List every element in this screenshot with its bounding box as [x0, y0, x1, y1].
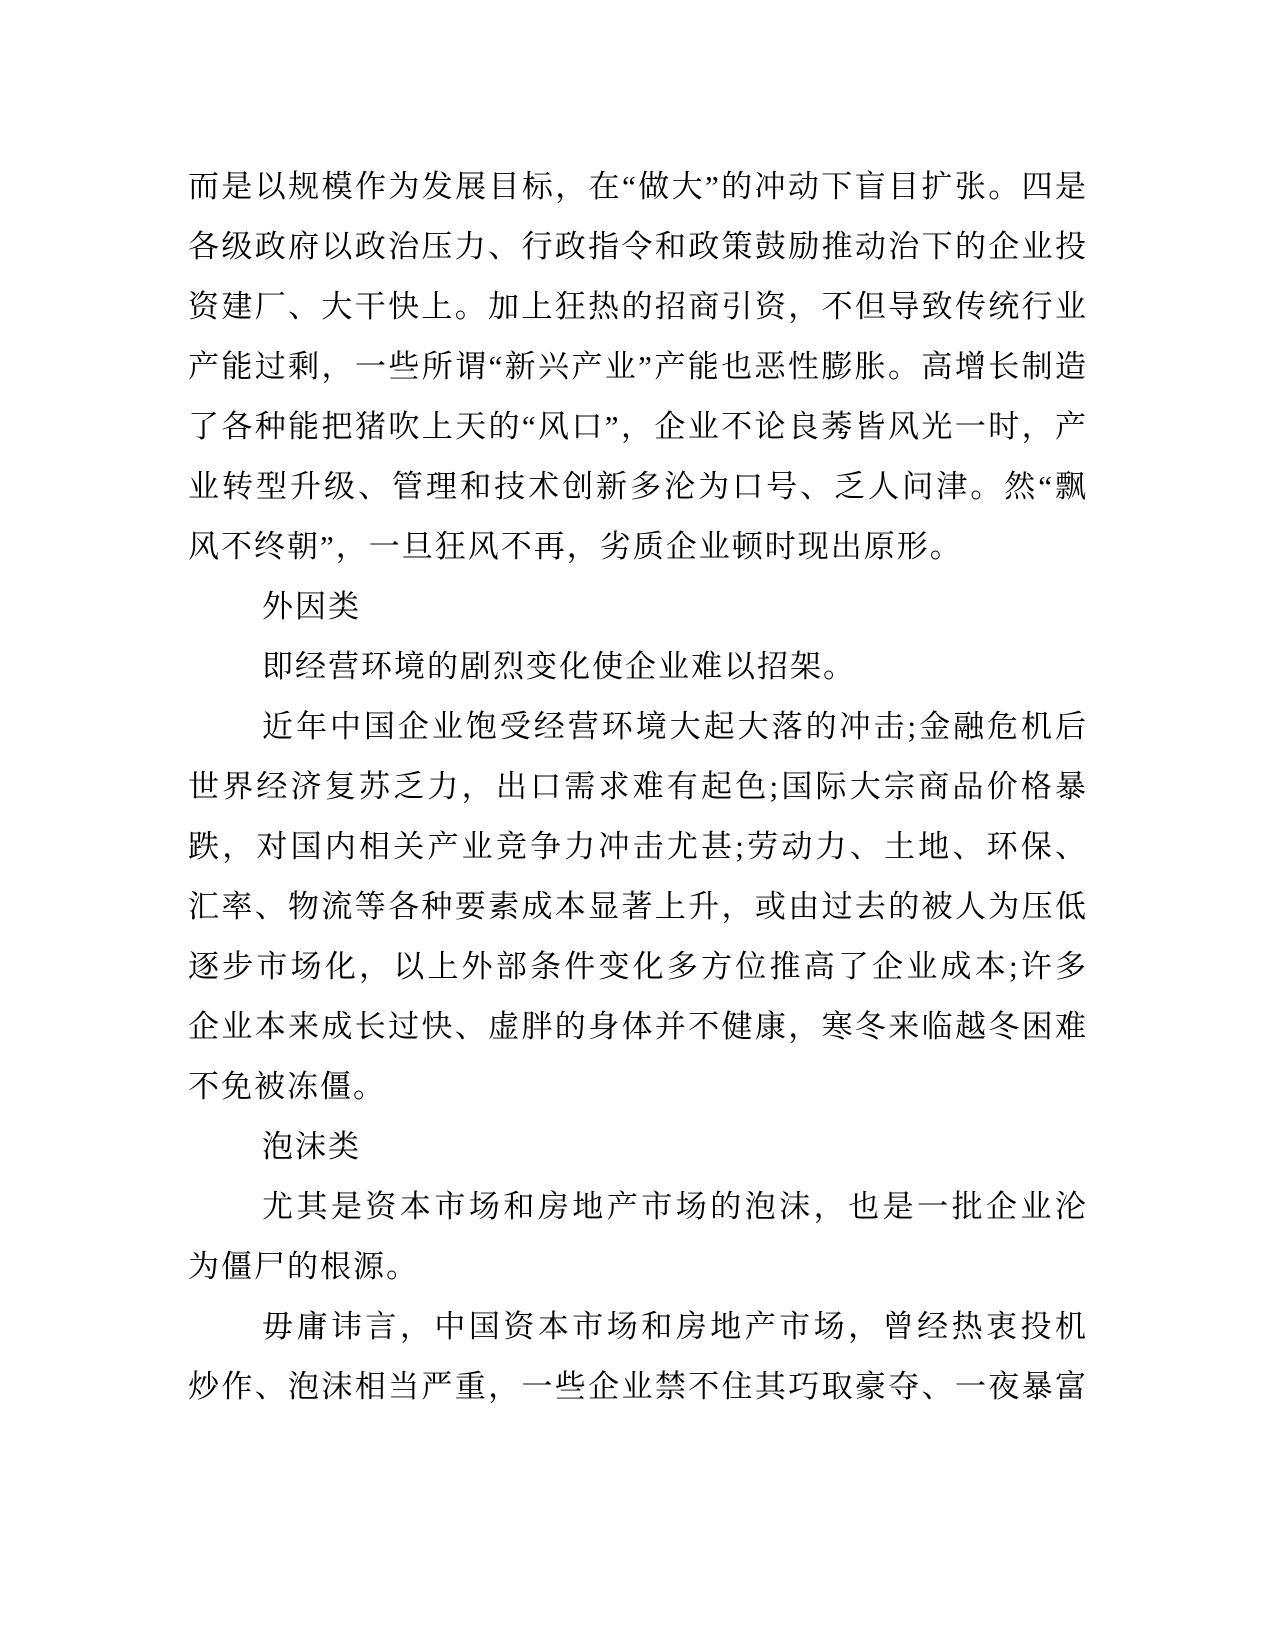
text-block: [188, 157, 1086, 1417]
text-line: 不免被冻僵。: [188, 1069, 386, 1104]
text-line: 即经营环境的剧烈变化使企业难以招架。: [262, 649, 856, 684]
text-line: 产能过剩，一些所谓“新兴产业”产能也恶性膨胀。高增长制造: [188, 349, 1086, 384]
text-line: 逐步市场化，以上外部条件变化多方位推高了企业成本;许多: [188, 949, 1086, 984]
text-line: 企业本来成长过快、虚胖的身体并不健康，寒冬来临越冬困难: [188, 1009, 1086, 1044]
text-line: 资建厂、大干快上。加上狂热的招商引资，不但导致传统行业: [188, 289, 1086, 324]
text-line: 为僵尸的根源。: [188, 1249, 419, 1284]
text-line: 炒作、泡沫相当严重，一些企业禁不住其巧取豪夺、一夜暴富: [188, 1369, 1086, 1404]
text-line: 泡沫类: [262, 1129, 361, 1164]
text-line: 各级政府以政治压力、行政指令和政策鼓励推动治下的企业投: [188, 229, 1086, 264]
text-line: 业转型升级、管理和技术创新多沦为口号、乏人问津。然“飘: [188, 469, 1086, 504]
text-line: 尤其是资本市场和房地产市场的泡沫，也是一批企业沦: [262, 1189, 1086, 1224]
text-line: 世界经济复苏乏力，出口需求难有起色;国际大宗商品价格暴: [188, 769, 1086, 804]
text-line: 近年中国企业饱受经营环境大起大落的冲击;金融危机后: [262, 709, 1086, 744]
text-line: 风不终朝”，一旦狂风不再，劣质企业顿时现出原形。: [188, 529, 963, 564]
text-line: 跌，对国内相关产业竞争力冲击尤甚;劳动力、土地、环保、: [188, 829, 1086, 864]
text-line: 外因类: [262, 589, 361, 624]
text-line: 而是以规模作为发展目标，在“做大”的冲动下盲目扩张。四是: [188, 169, 1086, 204]
text-line: 毋庸讳言，中国资本市场和房地产市场，曾经热衷投机: [262, 1309, 1086, 1344]
text-line: 汇率、物流等各种要素成本显著上升，或由过去的被人为压低: [188, 889, 1086, 924]
text-line: 了各种能把猪吹上天的“风口”，企业不论良莠皆风光一时，产: [188, 409, 1086, 444]
